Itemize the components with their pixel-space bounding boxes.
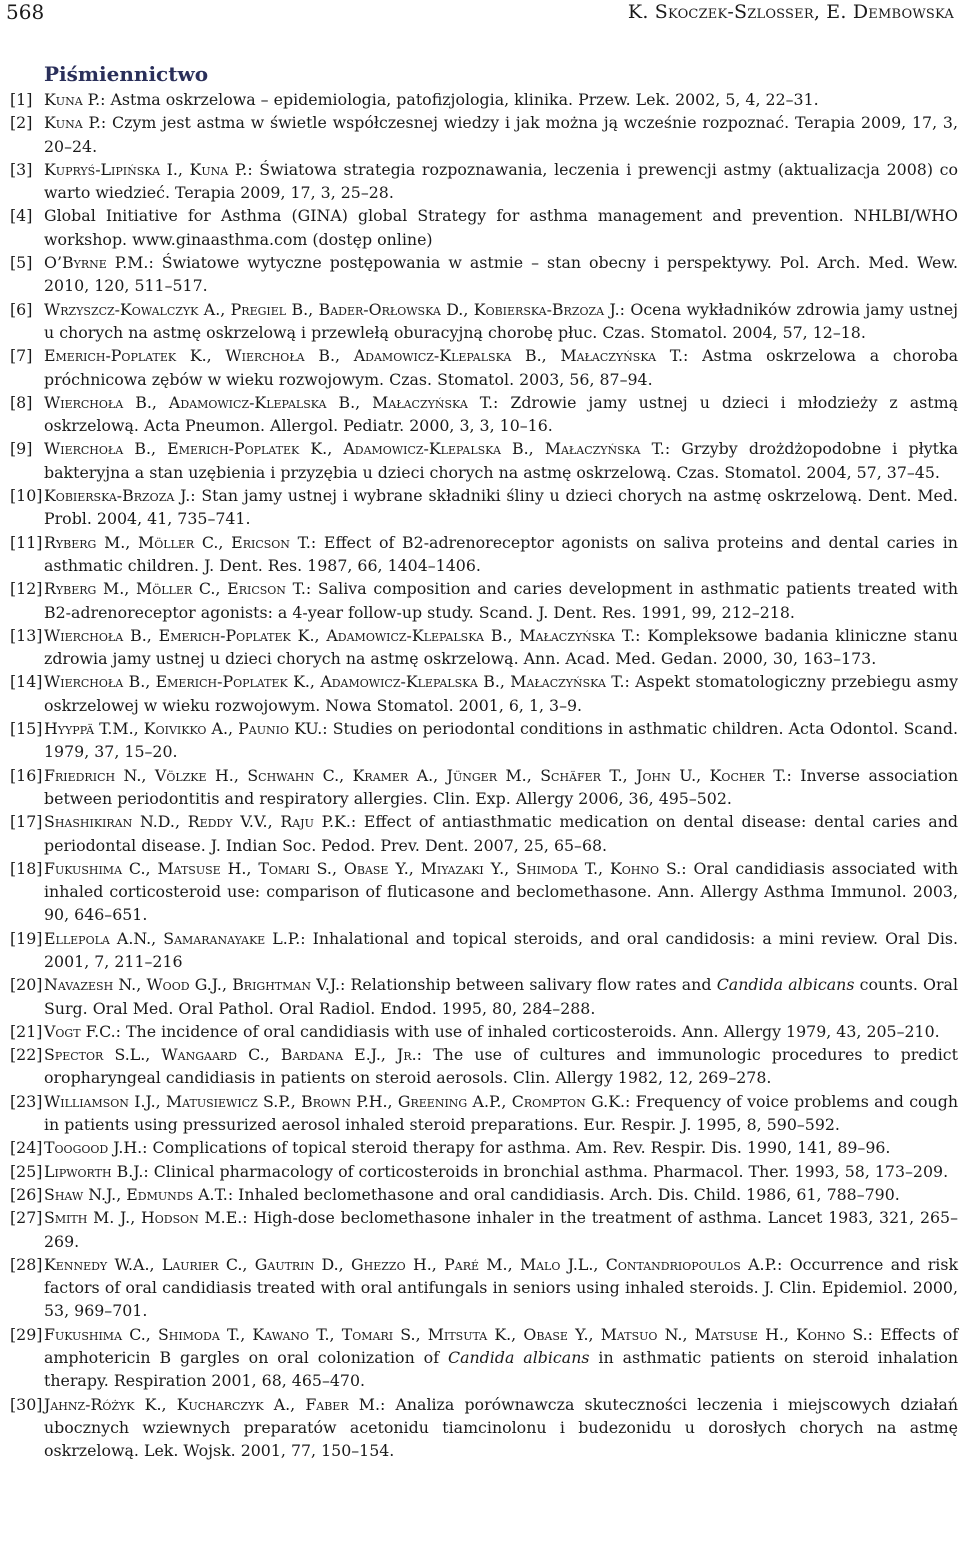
- reference-segment: ,: [242, 1254, 255, 1274]
- reference-author: Navazesh N.: [44, 975, 137, 995]
- reference-text: [44, 577, 958, 624]
- reference-segment: ,: [155, 1091, 166, 1111]
- reference-segment: : Effect of B2-adrenoreceptor agonists on saliva proteins and dental caries in asthmatic children. J. Dent. Res. 1987, 66, 1404–1406.: [44, 532, 958, 575]
- reference-number: [12]: [10, 579, 43, 599]
- reference-author: Kupryś-Lipińska I.: [44, 159, 178, 179]
- reference-number: [20]: [10, 975, 43, 995]
- reference-segment: ,: [151, 928, 164, 948]
- reference-segment: ,: [329, 1324, 342, 1344]
- reference-segment: ,: [309, 672, 321, 692]
- reference-author: Friedrich N.: [44, 765, 142, 785]
- reference-author: Raju P.K.: [280, 812, 351, 832]
- reference-segment: ,: [174, 812, 188, 832]
- reference-item: [10, 764, 958, 811]
- reference-author: Matsuse H.: [157, 858, 247, 878]
- reference-item: [10, 158, 958, 205]
- reference-italic-term: Candida albicans: [716, 975, 855, 995]
- reference-segment: : Analiza porównawcza skuteczności leczenia i miejscowych działań ubocznych wziewnych preparatów acetonidu tiamcinolonu i budezonidu u dorosłych chorych na astmę oskrzelową. Lek. Wojsk. 2001, 77, 150–154.: [44, 1394, 958, 1461]
- reference-author: Tomari S.: [341, 1324, 416, 1344]
- reference-author: Obase Y.: [343, 858, 409, 878]
- reference-segment: ,: [246, 858, 259, 878]
- reference-item: [10, 111, 958, 158]
- reference-segment: : Frequency of voice problems and cough in patients using pressurized aerosol inhaled steroid preparations. Eur. Respir. J. 1995, 8, 590–592.: [44, 1091, 959, 1135]
- reference-item: [10, 577, 958, 624]
- reference-author: Adamowicz-Klepalska B.: [168, 392, 356, 412]
- reference-text: [44, 88, 958, 111]
- reference-segment: : Grzyby drożdżopodobne i płytka bakteryjna a stan uzębienia i przyzębia u dzieci chorych na astmę oskrzelową. Czas. Stomatol. 2004, 57, 37–45.: [44, 439, 958, 482]
- reference-number: [6]: [10, 299, 33, 319]
- reference-segment: ,: [141, 765, 155, 785]
- reference-number: [29]: [10, 1324, 43, 1344]
- reference-author: Hyyppä T.M.: [44, 719, 134, 739]
- reference-author: Kramer A.: [352, 765, 434, 785]
- reference-number: [17]: [10, 812, 43, 832]
- reference-author: Adamowicz-Klepalska B.: [343, 439, 529, 459]
- reference-segment: ,: [335, 346, 354, 366]
- reference-segment: ,: [145, 672, 156, 692]
- reference-number: [23]: [10, 1091, 43, 1111]
- reference-number: [10]: [10, 486, 43, 506]
- reference-text: [44, 624, 958, 671]
- reference-segment: ,: [151, 439, 168, 459]
- reference-author: Matusiewicz S.P.: [165, 1091, 291, 1111]
- reference-text: [44, 810, 958, 857]
- reference-text: [44, 1136, 958, 1159]
- reference-author: Kennedy W.A.: [44, 1254, 150, 1274]
- reference-segment: : Inverse association between periodontitis and respiratory allergies. Clin. Exp. Allergy 2006, 36, 495–502.: [44, 765, 959, 808]
- reference-item: [10, 973, 958, 1020]
- reference-author: Mitsuta K.: [427, 1324, 512, 1344]
- reference-segment: : Kompleksowe badania kliniczne stanu zdrowia jamy ustnej u dzieci chorych na astmę oskrzelową. Ann. Acad. Med. Gedan. 2000, 30, 163–173.: [44, 625, 958, 669]
- reference-author: Wierchoła B.: [44, 672, 146, 692]
- reference-text: [44, 1206, 958, 1253]
- reference-segment: ,: [314, 625, 327, 645]
- reference-author: Ryberg M.: [44, 532, 126, 552]
- reference-author: Gautrin D.: [254, 1254, 339, 1274]
- reference-author: Shaw N.J.: [44, 1184, 117, 1204]
- reference-author: Shimoda T.: [157, 1324, 241, 1344]
- reference-segment: ,: [177, 159, 190, 179]
- reference-segment: : Astma oskrzelowa a choroba próchnicowa zębów w wieku rozwojowym. Czas. Stomatol. 2003, 56, 87–94.: [44, 346, 959, 389]
- reference-segment: ,: [433, 765, 447, 785]
- reference-number: [27]: [10, 1208, 43, 1228]
- reference-author: Möller C.: [138, 532, 219, 552]
- reference-segment: ,: [146, 625, 159, 645]
- reference-segment: ,: [528, 439, 545, 459]
- reference-author: Miyazaki Y.: [420, 858, 505, 878]
- reference-item: [10, 437, 958, 484]
- reference-number: [7]: [10, 346, 33, 366]
- reference-author: Wierchoła B.: [44, 625, 147, 645]
- reference-segment: in asthmatic patients on steroid inhalation therapy. Respiration 2001, 68, 465–470.: [44, 1348, 959, 1391]
- reference-text: [44, 764, 958, 811]
- reference-author: Wrzyszcz-Kowalczyk A.: [44, 299, 221, 319]
- reference-number: [26]: [10, 1184, 43, 1204]
- reference-author: Fukushima C.: [44, 1324, 146, 1344]
- reference-item: [10, 1090, 958, 1137]
- reference-segment: ,: [504, 858, 517, 878]
- reference-author: Kobierska-Brzoza J.: [44, 486, 191, 506]
- reference-segment: ,: [507, 1254, 520, 1274]
- reference-item: [10, 484, 958, 531]
- reference-author: Crompton G.K.: [511, 1091, 626, 1111]
- reference-segment: ,: [136, 975, 147, 995]
- reference-segment: : Stan jamy ustnej i wybrane składniki śliny u dzieci chorych na astmę oskrzelową. Dent. Med. Probl. 2004, 41, 735–741.: [44, 486, 958, 529]
- reference-author: Kuna P.: [44, 90, 101, 109]
- reference-author: Samaranayake L.P.: [163, 928, 301, 948]
- reference-segment: ,: [339, 765, 353, 785]
- reference-item: [10, 927, 958, 974]
- reference-segment: : Inhalational and topical steroids, and oral candidosis: a mini review. Oral Dis. 2001, 7, 211–216: [44, 928, 959, 971]
- reference-segment: ,: [387, 1091, 398, 1111]
- reference-author: Toogood J.H.: [44, 1138, 143, 1158]
- reference-segment: : Effects of amphotericin B gargles on oral colonization of: [44, 1324, 959, 1368]
- reference-author: Pregiel B.: [230, 299, 309, 319]
- reference-author: John U.: [636, 765, 697, 785]
- reference-author: Wierchoła B.: [44, 439, 151, 459]
- reference-segment: ,: [408, 858, 421, 878]
- reference-number: [15]: [10, 719, 43, 739]
- reference-author: Lipworth B.J.: [44, 1161, 144, 1181]
- reference-author: Ericson T.: [227, 579, 306, 599]
- reference-number: [22]: [10, 1045, 43, 1065]
- reference-text: [44, 1253, 958, 1323]
- reference-author: Matsuse H.: [694, 1324, 784, 1344]
- reference-author: Brightman V.J.: [232, 975, 340, 995]
- reference-segment: : Occurrence and risk factors of oral candidiasis treated with oral antifungals in seniors using inhaled steroids. J. Clin. Epidemiol. 2000, 53, 969–701.: [44, 1254, 959, 1321]
- reference-author: Małaczyńska T.: [519, 625, 636, 645]
- reference-segment: ,: [463, 299, 474, 319]
- reference-segment: ,: [206, 346, 226, 366]
- reference-segment: ,: [133, 719, 144, 739]
- reference-segment: : The use of cultures and immunologic procedures to predict oropharyngeal candidiasis in patients on steroid aerosols. Clin. Allergy 1982, 12, 269–278.: [44, 1045, 958, 1088]
- reference-author: Völzke H.: [154, 765, 234, 785]
- reference-author: Emerich-Poplatek K.: [167, 439, 328, 459]
- reference-text: [44, 158, 958, 205]
- reference-number: [16]: [10, 765, 43, 785]
- reference-author: Schäfer T.: [540, 765, 623, 785]
- reference-item: [10, 624, 958, 671]
- reference-author: Hodson M.E.: [140, 1208, 243, 1228]
- reference-segment: : Inhaled beclomethasone and oral candidiasis. Arch. Dis. Child. 1986, 61, 788–790.: [227, 1184, 900, 1204]
- reference-text: [44, 1393, 958, 1463]
- reference-text: [44, 1160, 958, 1183]
- reference-author: Fukushima C.: [44, 858, 146, 878]
- reference-segment: : Aspekt stomatologiczny przebiegu asmy oskrzelowej w wieku rozwojowym. Nowa Stomatol. 2001, 6, 1, 3–9.: [44, 672, 959, 715]
- reference-segment: ,: [507, 625, 520, 645]
- reference-segment: : Clinical pharmacology of corticosteroids in bronchial asthma. Pharmacol. Ther. 1993, 58, 173–209.: [143, 1161, 949, 1181]
- reference-author: Kuna P.: [44, 113, 101, 133]
- page-number: 568: [6, 0, 45, 24]
- reference-segment: : Studies on periodontal conditions in asthmatic children. Acta Odontol. Scand. 1979, 37, 15–20.: [44, 719, 958, 762]
- reference-author: Matsuo N.: [600, 1324, 683, 1344]
- reference-author: Shashikiran N.D.: [44, 812, 175, 832]
- reference-text: [44, 437, 958, 484]
- reference-author: Malo J.L.: [519, 1254, 594, 1274]
- reference-segment: ,: [431, 1254, 445, 1274]
- reference-segment: ,: [267, 812, 281, 832]
- reference-number: [9]: [10, 439, 33, 459]
- reference-author: Williamson I.J.: [44, 1091, 156, 1111]
- reference-text: [44, 1183, 958, 1206]
- reference-author: Wierchoła B.: [225, 346, 335, 366]
- reference-author: Jünger M.: [446, 765, 527, 785]
- reference-segment: ,: [338, 1254, 352, 1274]
- reference-item: [10, 1206, 958, 1253]
- reference-segment: ,: [221, 975, 233, 995]
- reference-author: Möller C.: [136, 579, 216, 599]
- reference-segment: : Światowa strategia rozpoznawania, leczenia i prewencji astmy (aktualizacja 2008) co warto wiedzieć. Terapia 2009, 17, 3, 25–28.: [44, 159, 958, 203]
- reference-segment: ,: [125, 532, 139, 552]
- reference-number: [21]: [10, 1021, 43, 1041]
- reference-segment: ,: [327, 439, 344, 459]
- reference-item: [10, 717, 958, 764]
- reference-segment: ,: [622, 765, 637, 785]
- reference-item: [10, 88, 958, 111]
- reference-number: [14]: [10, 672, 43, 692]
- reference-author: Małaczyńska T.: [372, 392, 494, 412]
- reference-segment: ,: [264, 1045, 281, 1065]
- reference-text: [44, 717, 958, 764]
- reference-segment: ,: [220, 299, 231, 319]
- reference-segment: : Zdrowie jamy ustnej u dzieci i młodzieży z astmą oskrzelową. Acta Pneumon. Allergol. Pediatr. 2000, 3, 3, 10–16.: [44, 392, 959, 436]
- reference-number: [28]: [10, 1254, 43, 1274]
- reference-segment: ,: [240, 1324, 253, 1344]
- reference-segment: : Czym jest astma w świetle współczesnej wiedzy i jak można ją wcześnie rozpoznać. Terapia 2009, 17, 3, 20–24.: [44, 113, 958, 156]
- reference-author: Emerich-Poplatek K.: [158, 625, 315, 645]
- reference-author: Paré M.: [444, 1254, 508, 1274]
- reference-segment: counts. Oral Surg. Oral Med. Oral Pathol. Oral Radiol. Endod. 1995, 80, 284–288.: [44, 975, 959, 1018]
- reference-segment: ,: [308, 299, 319, 319]
- reference-text: [44, 670, 958, 717]
- reference-number: [13]: [10, 625, 43, 645]
- reference-segment: ,: [149, 1254, 162, 1274]
- reference-author: Schwahn C.: [247, 765, 340, 785]
- reference-number: [3]: [10, 159, 33, 179]
- reference-segment: ,: [227, 719, 239, 739]
- reference-number: [24]: [10, 1138, 43, 1158]
- reference-text: [44, 204, 958, 251]
- reference-author: Małaczyńska T.: [510, 672, 625, 692]
- reference-item: [10, 1323, 958, 1393]
- reference-segment: : Astma oskrzelowa – epidemiologia, patofizjologia, klinika. Przew. Lek. 2002, 5, 4, 22–31.: [100, 90, 819, 109]
- reference-author: Ghezzo H.: [351, 1254, 432, 1274]
- reference-text: [44, 857, 958, 927]
- reference-segment: ,: [331, 858, 344, 878]
- reference-text: [44, 1323, 958, 1393]
- reference-segment: ,: [588, 1324, 601, 1344]
- reference-author: Jahnz-Różyk K.: [44, 1394, 162, 1414]
- reference-author: Contandriopoulos A.P.: [605, 1254, 778, 1274]
- reference-text: [44, 344, 958, 391]
- reference-item: [10, 391, 958, 438]
- reference-segment: ,: [130, 1208, 141, 1228]
- reference-segment: ,: [541, 346, 561, 366]
- reference-item: [10, 810, 958, 857]
- reference-author: Kohno S.: [609, 858, 682, 878]
- reference-item: [10, 204, 958, 251]
- reference-author: Emerich-Poplatek K.: [155, 672, 310, 692]
- reference-author: O’Byrne P.M.: [44, 253, 149, 273]
- reference-segment: ,: [145, 858, 158, 878]
- reference-author: Edmunds A.T.: [126, 1184, 228, 1204]
- reference-segment: ,: [501, 1091, 512, 1111]
- reference-author: Reddy V.V.: [187, 812, 268, 832]
- reference-segment: ,: [290, 1091, 302, 1111]
- reference-segment: : High-dose beclomethasone inhaler in the treatment of asthma. Lancet 1983, 321, 265–269.: [44, 1208, 959, 1251]
- reference-item: [10, 1043, 958, 1090]
- reference-italic-term: Candida albicans: [447, 1348, 590, 1368]
- reference-author: Ellepola A.N.: [44, 928, 152, 948]
- reference-segment: ,: [218, 532, 232, 552]
- reference-item: [10, 1253, 958, 1323]
- reference-segment: ,: [151, 392, 169, 412]
- reference-author: Greening A.P.: [397, 1091, 502, 1111]
- reference-segment: ,: [511, 1324, 524, 1344]
- reference-segment: ,: [124, 579, 137, 599]
- reference-segment: : Saliva composition and caries development in asthmatic patients treated with B2-adrenoreceptor agonists: a 4-year follow-up study. Scand. J. Dent. Res. 1991, 99, 212–218.: [44, 579, 959, 622]
- reference-text: [44, 298, 958, 345]
- reference-author: Adamowicz-Klepalska B.: [353, 346, 542, 366]
- reference-segment: : Oral candidiasis associated with inhaled corticosteroid use: comparison of fluticasone and beclomethasone. Ann. Allergy Asthma Immunol. 2003, 90, 646–651.: [44, 858, 959, 925]
- reference-text: [44, 111, 958, 158]
- running-head: K. Skoczek-Szlosser, E. Dembowska: [627, 1, 954, 23]
- reference-segment: ,: [415, 1324, 428, 1344]
- reference-number: [19]: [10, 928, 43, 948]
- reference-number: [2]: [10, 113, 33, 133]
- reference-text: [44, 1043, 958, 1090]
- reference-segment: ,: [598, 858, 610, 878]
- reference-author: Kucharczyk A.: [176, 1394, 291, 1414]
- reference-author: Kohno S.: [796, 1324, 868, 1344]
- reference-segment: ,: [355, 392, 373, 412]
- reference-author: Kocher T.: [709, 765, 787, 785]
- reference-number: [8]: [10, 392, 33, 412]
- reference-segment: ,: [593, 1254, 606, 1274]
- reference-author: Emerich-Poplatek K.: [44, 346, 207, 366]
- reference-number: [1]: [10, 90, 33, 109]
- reference-text: [44, 251, 958, 298]
- reference-segment: : The incidence of oral candidiasis with use of inhaled corticosteroids. Ann. Allergy 1979, 43, 205–210.: [115, 1021, 940, 1041]
- reference-item: [10, 857, 958, 927]
- reference-text: [44, 391, 958, 438]
- reference-author: Wood G.J.: [146, 975, 222, 995]
- reference-text: [44, 973, 958, 1020]
- reference-author: Wierchoła B.: [44, 392, 152, 412]
- reference-author: Adamowicz-Klepalska B.: [326, 625, 508, 645]
- reference-segment: ,: [233, 765, 248, 785]
- reference-segment: : Ocena wykładników zdrowia jamy ustnej u chorych na astmę oskrzelową i przewlełą oburacyjną chorobę płuc. Czas. Stomatol. 2004, 57, 12–18.: [44, 299, 959, 342]
- reference-segment: ,: [215, 579, 228, 599]
- reference-item: [10, 1393, 958, 1463]
- reference-item: [10, 531, 958, 578]
- reference-author: Smith M. J.: [44, 1208, 131, 1228]
- reference-number: [11]: [10, 532, 43, 552]
- reference-text: [44, 531, 958, 578]
- reference-number: [5]: [10, 253, 33, 273]
- reference-number: [18]: [10, 858, 43, 878]
- reference-segment: ,: [290, 1394, 306, 1414]
- section-title: Piśmiennictwo: [44, 62, 209, 86]
- reference-segment: ,: [145, 1045, 162, 1065]
- reference-segment: : Światowe wytyczne postępowania w astmie – stan obecny i perspektywy. Pol. Arch. Med. Wew. 2010, 120, 511–517.: [44, 253, 958, 296]
- reference-segment: ,: [145, 1324, 158, 1344]
- reference-author: Kuna P.: [189, 159, 248, 179]
- reference-author: Brown P.H.: [301, 1091, 388, 1111]
- reference-number: [25]: [10, 1161, 43, 1181]
- reference-author: Tomari S.: [258, 858, 332, 878]
- reference-author: Wangaard C.: [161, 1045, 265, 1065]
- reference-author: Laurier C.: [161, 1254, 243, 1274]
- reference-list: [10, 88, 958, 1463]
- reference-author: Spector S.L.: [44, 1045, 146, 1065]
- reference-segment: : Complications of topical steroid therapy for asthma. Am. Rev. Respir. Dis. 1990, 141, 89–96.: [142, 1138, 891, 1158]
- reference-item: [10, 251, 958, 298]
- reference-text: [44, 927, 958, 974]
- reference-author: Bardana E.J., Jr.: [280, 1045, 417, 1065]
- reference-item: [10, 1136, 958, 1159]
- reference-segment: ,: [682, 1324, 695, 1344]
- reference-author: Adamowicz-Klepalska B.: [320, 672, 500, 692]
- reference-text: [44, 1090, 958, 1137]
- reference-text: [44, 1020, 958, 1043]
- reference-author: Paunio KU.: [238, 719, 323, 739]
- reference-segment: Global Initiative for Asthma (GINA) global Strategy for asthma management and prevention. NHLBI/WHO workshop. www.ginaasthma.com (dostęp online): [44, 206, 958, 249]
- reference-item: [10, 344, 958, 391]
- reference-author: Bader-Orłowska D.: [318, 299, 464, 319]
- reference-segment: ,: [161, 1394, 177, 1414]
- reference-author: Vogt F.C.: [44, 1021, 116, 1041]
- reference-number: [4]: [10, 206, 33, 226]
- reference-author: Koivikko A.: [143, 719, 228, 739]
- reference-segment: ,: [526, 765, 541, 785]
- reference-item: [10, 1160, 958, 1183]
- reference-author: Małaczyńska T.: [544, 439, 665, 459]
- reference-segment: ,: [499, 672, 511, 692]
- reference-author: Kawano T.: [252, 1324, 330, 1344]
- reference-author: Ericson T.: [231, 532, 311, 552]
- reference-item: [10, 670, 958, 717]
- reference-segment: : Relationship between salivary flow rates and: [339, 975, 717, 995]
- reference-segment: : Effect of antiasthmatic medication on dental disease: dental caries and periodontal disease. J. Indian Soc. Pedod. Prev. Dent. 2007, 25, 65–68.: [44, 812, 959, 855]
- reference-author: Obase Y.: [523, 1324, 589, 1344]
- reference-author: Faber M.: [305, 1394, 380, 1414]
- reference-segment: ,: [116, 1184, 127, 1204]
- reference-author: Ryberg M.: [44, 579, 125, 599]
- reference-number: [30]: [10, 1394, 43, 1414]
- reference-author: Shimoda T.: [516, 858, 599, 878]
- reference-item: [10, 1020, 958, 1043]
- reference-item: [10, 1183, 958, 1206]
- reference-author: Kobierska-Brzoza J.: [473, 299, 620, 319]
- reference-item: [10, 298, 958, 345]
- reference-segment: ,: [783, 1324, 797, 1344]
- reference-text: [44, 484, 958, 531]
- reference-author: Małaczyńska T.: [560, 346, 684, 366]
- reference-segment: ,: [696, 765, 710, 785]
